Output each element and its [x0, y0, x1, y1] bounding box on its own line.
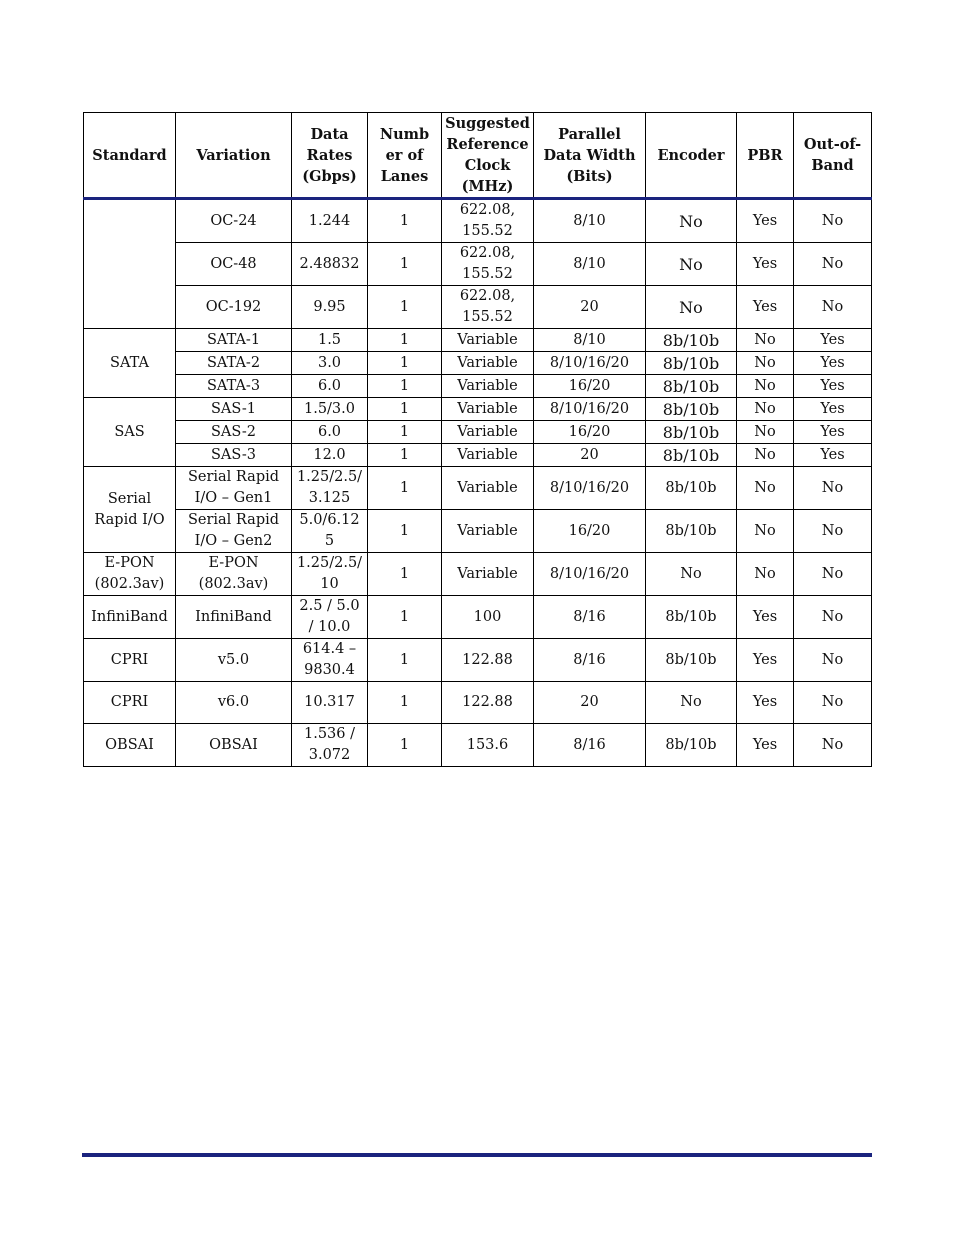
cell-encoder: No: [646, 199, 737, 243]
cell-lanes: 1: [368, 398, 442, 421]
cell-out-of-band: Yes: [794, 329, 872, 352]
cell-data-rate: 1.536 / 3.072: [292, 724, 368, 767]
cell-out-of-band: No: [794, 510, 872, 553]
cell-lanes: 1: [368, 199, 442, 243]
cell-encoder: No: [646, 243, 737, 286]
cell-lanes: 1: [368, 596, 442, 639]
cell-variation: SAS-3: [176, 444, 292, 467]
cell-parallel-width: 8/10: [534, 243, 646, 286]
cell-pbr: Yes: [737, 596, 794, 639]
cell-out-of-band: No: [794, 682, 872, 724]
cell-out-of-band: Yes: [794, 444, 872, 467]
cell-out-of-band: Yes: [794, 398, 872, 421]
cell-encoder: No: [646, 682, 737, 724]
cell-out-of-band: No: [794, 724, 872, 767]
table-row: [84, 286, 872, 329]
cell-variation: OC-24: [176, 199, 292, 243]
cell-encoder: 8b/10b: [646, 510, 737, 553]
table-row: [84, 596, 872, 639]
header-row: [84, 113, 872, 199]
cell-pbr: No: [737, 329, 794, 352]
cell-parallel-width: 8/16: [534, 639, 646, 682]
cell-ref-clock: Variable: [442, 398, 534, 421]
cell-variation: SAS-2: [176, 421, 292, 444]
cell-ref-clock: 622.08, 155.52: [442, 286, 534, 329]
table-row: [84, 375, 872, 398]
cell-data-rate: 10.317: [292, 682, 368, 724]
cell-ref-clock: Variable: [442, 329, 534, 352]
cell-lanes: 1: [368, 329, 442, 352]
header-variation: Variation: [176, 113, 292, 199]
cell-parallel-width: 20: [534, 444, 646, 467]
cell-out-of-band: No: [794, 553, 872, 596]
cell-lanes: 1: [368, 243, 442, 286]
cell-pbr: No: [737, 467, 794, 510]
cell-standard: OBSAI: [84, 724, 176, 767]
cell-encoder: 8b/10b: [646, 375, 737, 398]
table-row: [84, 421, 872, 444]
cell-lanes: 1: [368, 286, 442, 329]
cell-encoder: 8b/10b: [646, 444, 737, 467]
cell-data-rate: 9.95: [292, 286, 368, 329]
cell-variation: SATA-2: [176, 352, 292, 375]
cell-encoder: 8b/10b: [646, 352, 737, 375]
cell-pbr: No: [737, 553, 794, 596]
cell-out-of-band: No: [794, 467, 872, 510]
table-row: [84, 682, 872, 724]
table-row: [84, 553, 872, 596]
cell-encoder: No: [646, 286, 737, 329]
cell-ref-clock: 622.08, 155.52: [442, 199, 534, 243]
cell-out-of-band: Yes: [794, 421, 872, 444]
cell-ref-clock: Variable: [442, 444, 534, 467]
cell-pbr: No: [737, 375, 794, 398]
cell-standard: CPRI: [84, 682, 176, 724]
cell-encoder: 8b/10b: [646, 639, 737, 682]
cell-ref-clock: Variable: [442, 421, 534, 444]
cell-ref-clock: 122.88: [442, 682, 534, 724]
cell-variation: SATA-1: [176, 329, 292, 352]
cell-parallel-width: 8/10/16/20: [534, 553, 646, 596]
cell-parallel-width: 8/16: [534, 724, 646, 767]
cell-data-rate: 1.25/2.5/ 3.125: [292, 467, 368, 510]
cell-data-rate: 12.0: [292, 444, 368, 467]
cell-data-rate: 614.4 – 9830.4: [292, 639, 368, 682]
cell-encoder: 8b/10b: [646, 724, 737, 767]
cell-encoder: 8b/10b: [646, 329, 737, 352]
cell-variation: Serial Rapid I/O – Gen1: [176, 467, 292, 510]
cell-lanes: 1: [368, 682, 442, 724]
cell-parallel-width: 8/10: [534, 329, 646, 352]
cell-out-of-band: Yes: [794, 375, 872, 398]
cell-standard: CPRI: [84, 639, 176, 682]
spec-table: [83, 112, 872, 767]
cell-data-rate: 6.0: [292, 421, 368, 444]
table-row: [84, 467, 872, 510]
header-standard: Standard: [84, 113, 176, 199]
cell-parallel-width: 8/16: [534, 596, 646, 639]
cell-pbr: No: [737, 510, 794, 553]
cell-encoder: 8b/10b: [646, 398, 737, 421]
cell-out-of-band: No: [794, 639, 872, 682]
cell-parallel-width: 8/10/16/20: [534, 352, 646, 375]
cell-parallel-width: 8/10/16/20: [534, 467, 646, 510]
cell-ref-clock: 622.08, 155.52: [442, 243, 534, 286]
cell-pbr: Yes: [737, 199, 794, 243]
cell-variation: v5.0: [176, 639, 292, 682]
cell-pbr: Yes: [737, 724, 794, 767]
cell-standard: InfiniBand: [84, 596, 176, 639]
cell-data-rate: 2.5 / 5.0 / 10.0: [292, 596, 368, 639]
table-row: [84, 510, 872, 553]
header-parallel-width: Parallel Data Width (Bits): [534, 113, 646, 199]
cell-parallel-width: 16/20: [534, 375, 646, 398]
table-row: [84, 243, 872, 286]
group-standard: Serial Rapid I/O: [84, 467, 176, 553]
cell-encoder: 8b/10b: [646, 467, 737, 510]
cell-lanes: 1: [368, 510, 442, 553]
cell-out-of-band: No: [794, 243, 872, 286]
cell-parallel-width: 20: [534, 286, 646, 329]
cell-lanes: 1: [368, 375, 442, 398]
cell-variation: OC-192: [176, 286, 292, 329]
cell-lanes: 1: [368, 444, 442, 467]
cell-ref-clock: Variable: [442, 467, 534, 510]
cell-data-rate: 1.5: [292, 329, 368, 352]
cell-out-of-band: No: [794, 199, 872, 243]
cell-data-rate: 6.0: [292, 375, 368, 398]
cell-variation: SAS-1: [176, 398, 292, 421]
cell-parallel-width: 16/20: [534, 510, 646, 553]
cell-lanes: 1: [368, 352, 442, 375]
cell-ref-clock: Variable: [442, 352, 534, 375]
cell-ref-clock: Variable: [442, 510, 534, 553]
group-standard: SAS: [84, 398, 176, 467]
footer-rule: [82, 1153, 872, 1157]
header-out-of-band: Out-of-Band: [794, 113, 872, 199]
header-lanes: Numb er of Lanes: [368, 113, 442, 199]
table-row: [84, 724, 872, 767]
cell-parallel-width: 16/20: [534, 421, 646, 444]
cell-pbr: Yes: [737, 286, 794, 329]
cell-variation: OC-48: [176, 243, 292, 286]
cell-parallel-width: 8/10/16/20: [534, 398, 646, 421]
cell-lanes: 1: [368, 467, 442, 510]
cell-ref-clock: 153.6: [442, 724, 534, 767]
cell-variation: Serial Rapid I/O – Gen2: [176, 510, 292, 553]
cell-lanes: 1: [368, 724, 442, 767]
table-row: [84, 352, 872, 375]
cell-encoder: No: [646, 553, 737, 596]
header-pbr: PBR: [737, 113, 794, 199]
cell-pbr: No: [737, 444, 794, 467]
cell-standard: E-PON (802.3av): [84, 553, 176, 596]
cell-data-rate: 1.5/3.0: [292, 398, 368, 421]
cell-lanes: 1: [368, 553, 442, 596]
group-standard: [84, 199, 176, 329]
table-row: [84, 199, 872, 243]
cell-variation: SATA-3: [176, 375, 292, 398]
cell-variation: v6.0: [176, 682, 292, 724]
header-data-rates: Data Rates (Gbps): [292, 113, 368, 199]
cell-ref-clock: 100: [442, 596, 534, 639]
cell-ref-clock: Variable: [442, 375, 534, 398]
cell-data-rate: 1.244: [292, 199, 368, 243]
cell-data-rate: 1.25/2.5/ 10: [292, 553, 368, 596]
cell-pbr: Yes: [737, 639, 794, 682]
cell-data-rate: 5.0/6.12 5: [292, 510, 368, 553]
cell-pbr: No: [737, 352, 794, 375]
cell-variation: InfiniBand: [176, 596, 292, 639]
cell-data-rate: 3.0: [292, 352, 368, 375]
cell-ref-clock: Variable: [442, 553, 534, 596]
table-row: [84, 329, 872, 352]
cell-pbr: Yes: [737, 243, 794, 286]
cell-out-of-band: Yes: [794, 352, 872, 375]
cell-parallel-width: 8/10: [534, 199, 646, 243]
table-row: [84, 398, 872, 421]
table-row: [84, 444, 872, 467]
header-encoder: Encoder: [646, 113, 737, 199]
cell-pbr: No: [737, 421, 794, 444]
cell-pbr: Yes: [737, 682, 794, 724]
cell-data-rate: 2.48832: [292, 243, 368, 286]
group-standard: SATA: [84, 329, 176, 398]
cell-lanes: 1: [368, 421, 442, 444]
cell-variation: E-PON (802.3av): [176, 553, 292, 596]
header-ref-clock: Suggested Reference Clock (MHz): [442, 113, 534, 199]
cell-encoder: 8b/10b: [646, 596, 737, 639]
cell-out-of-band: No: [794, 596, 872, 639]
cell-ref-clock: 122.88: [442, 639, 534, 682]
cell-variation: OBSAI: [176, 724, 292, 767]
cell-out-of-band: No: [794, 286, 872, 329]
cell-lanes: 1: [368, 639, 442, 682]
cell-encoder: 8b/10b: [646, 421, 737, 444]
cell-pbr: No: [737, 398, 794, 421]
table-row: [84, 639, 872, 682]
cell-parallel-width: 20: [534, 682, 646, 724]
